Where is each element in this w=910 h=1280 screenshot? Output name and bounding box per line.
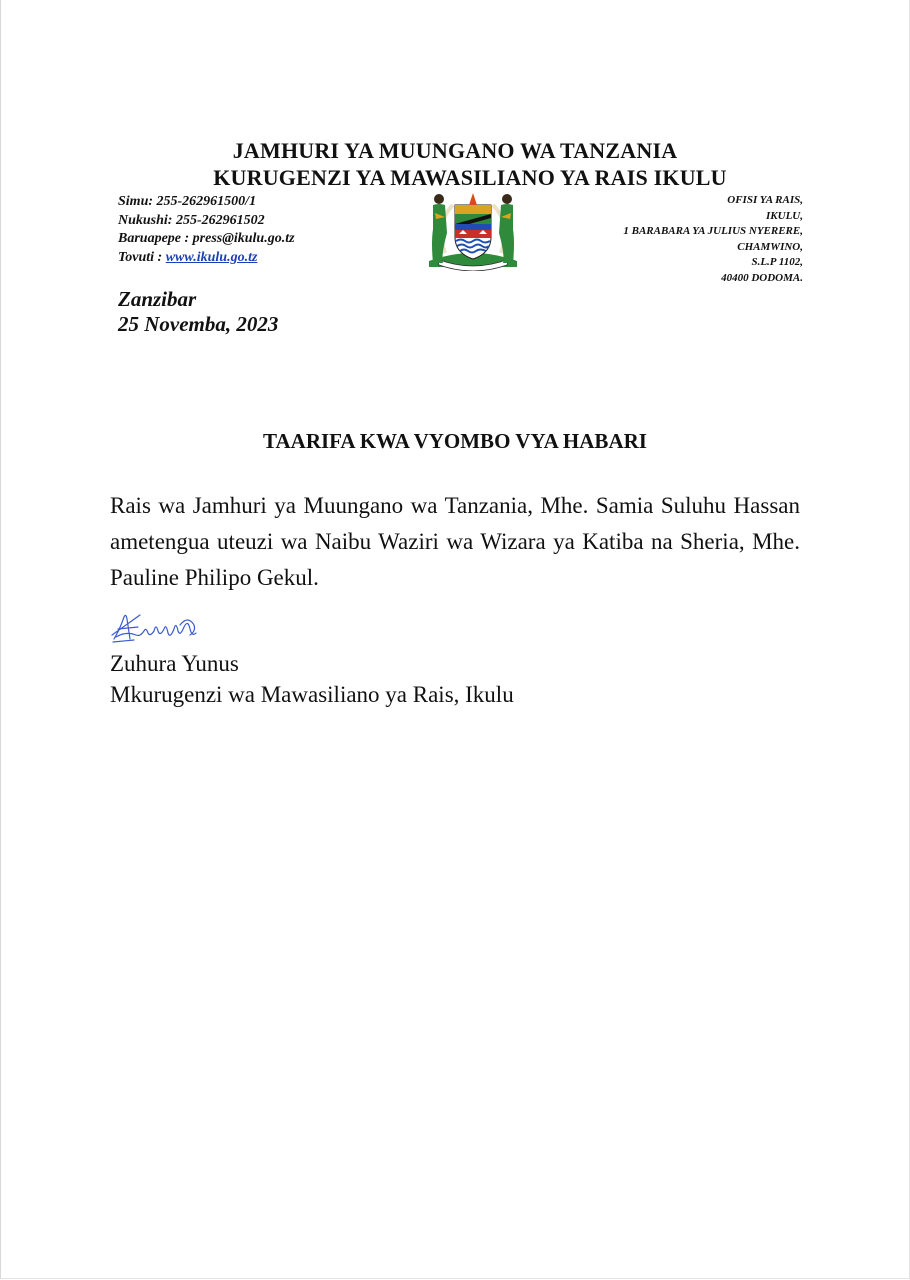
website-row <box>118 249 295 268</box>
website-link[interactable]: www.ikulu.go.tz <box>165 249 258 265</box>
press-release-heading: TAARIFA KWA VYOMBO VYA HABARI <box>263 429 647 453</box>
address-block <box>623 193 803 286</box>
address-line: CHAMWINO, <box>737 240 803 253</box>
statement-body: Rais wa Jamhuri ya Muungano wa Tanzania, Mhe. Samia Suluhu Hassan ametengua uteuzi wa Naibu Waziri wa Wizara ya Katiba na Sheria, Mhe. Pauline Philipo Gekul. <box>110 493 800 590</box>
website-label: Tovuti : <box>118 249 166 265</box>
signatory-name: Zuhura Yunus <box>110 651 239 676</box>
letterhead-title-line2: KURUGENZI YA MAWASILIANO YA RAIS IKULU <box>213 165 727 190</box>
address-line: 1 BARABARA YA JULIUS NYERERE, <box>623 225 803 237</box>
place-text: Zanzibar <box>118 287 197 311</box>
tanzania-coat-of-arms-icon <box>423 183 523 271</box>
address-line: IKULU, <box>766 209 803 222</box>
date-text: 25 Novemba, 2023 <box>118 312 279 336</box>
letterhead-title-line1: JAMHURI YA MUUNGANO WA TANZANIA <box>232 138 678 163</box>
fax-text: Nukushi: 255-262961502 <box>118 212 265 228</box>
email-text: Baruapepe : press@ikulu.go.tz <box>118 231 295 246</box>
handwritten-signature <box>110 609 200 645</box>
signatory-position: Mkurugenzi wa Mawasiliano ya Rais, Ikulu <box>110 682 514 707</box>
place-date-block <box>118 287 278 337</box>
contact-block <box>118 193 295 267</box>
phone-text: Simu: 255-262961500/1 <box>118 194 257 209</box>
signatory-block <box>110 648 514 710</box>
address-line: 40400 DODOMA. <box>721 271 803 284</box>
address-line: S.L.P 1102, <box>751 256 803 268</box>
address-line: OFISI YA RAIS, <box>727 194 803 206</box>
